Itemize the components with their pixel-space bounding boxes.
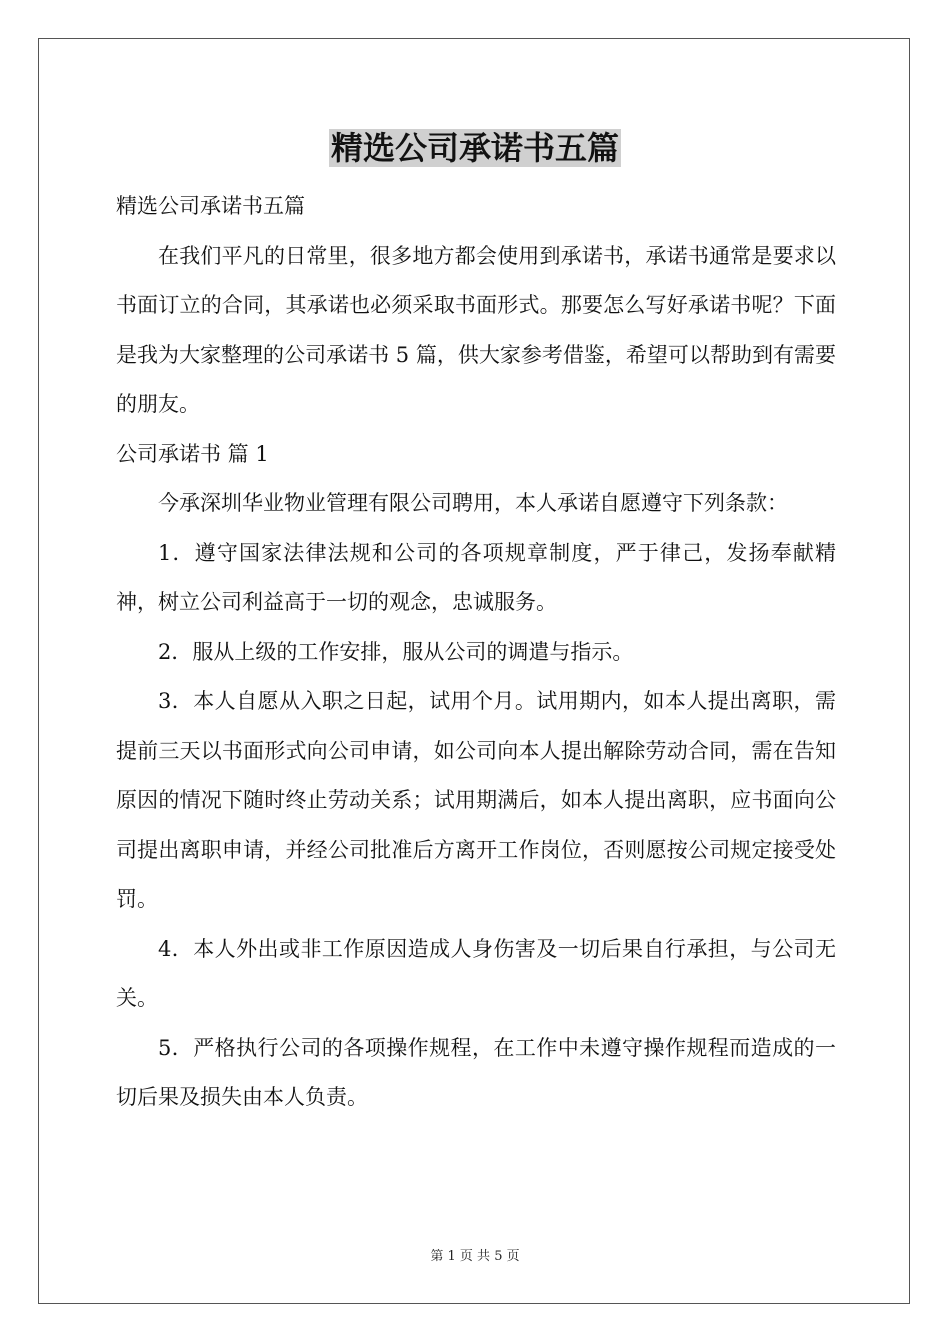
document-body <box>116 182 836 1123</box>
paragraph-preamble: 今承深圳华业物业管理有限公司聘用，本人承诺自愿遵守下列条款： <box>158 491 788 515</box>
page-number: 第 1 页 共 5 页 <box>430 1249 520 1264</box>
section-heading: 公司承诺书 篇 1 <box>116 441 269 466</box>
clause-2: 2．服从上级的工作安排，服从公司的调遣与指示。 <box>158 639 634 664</box>
paragraph-subtitle: 精选公司承诺书五篇 <box>116 194 305 218</box>
document-title <box>0 126 950 170</box>
clause-4: 4．本人外出或非工作原因造成人身伤害及一切后果自行承担，与公司无关。 <box>116 936 836 1010</box>
paragraph-intro: 在我们平凡的日常里，很多地方都会使用到承诺书，承诺书通常是要求以书面订立的合同，其承诺也必须采取书面形式。那要怎么写好承诺书呢？下面是我为大家整理的公司承诺书 5 篇，供大家参考借鉴，希望可以帮助到有需要的朋友。 <box>116 243 836 416</box>
clause-1: 1．遵守国家法律法规和公司的各项规章制度，严于律己，发扬奉献精神，树立公司利益高于一切的观念，忠诚服务。 <box>116 540 836 614</box>
document-title-text: 精选公司承诺书五篇 <box>330 129 619 167</box>
clause-5: 5．严格执行公司的各项操作规程，在工作中未遵守操作规程而造成的一切后果及损失由本人负责。 <box>116 1035 836 1109</box>
clause-3: 3．本人自愿从入职之日起，试用个月。试用期内，如本人提出离职，需提前三天以书面形式向公司申请，如公司向本人提出解除劳动合同，需在告知原因的情况下随时终止劳动关系；试用期满后，如本人提出离职，应书面向公司提出离职申请，并经公司批准后方离开工作岗位，否则愿按公司规定接受处罚。 <box>116 689 836 911</box>
